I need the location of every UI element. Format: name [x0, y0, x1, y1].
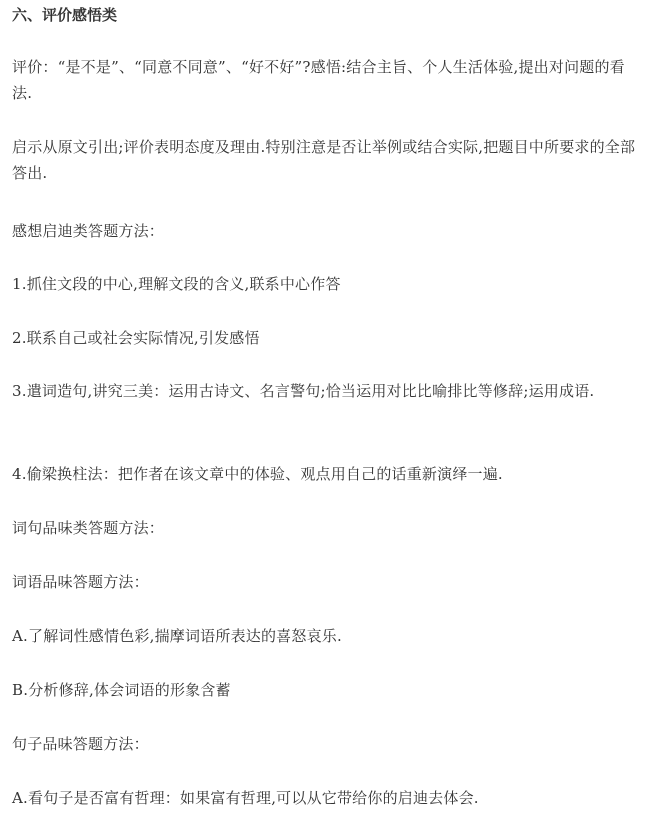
- paragraph-method-1: 1.抓住文段的中心,理解文段的含义,联系中心作答: [12, 275, 341, 293]
- paragraph-method-3: 3.遣词造句,讲究三美：运用古诗文、名言警句;恰当运用对比比喻排比等修辞;运用成语.: [12, 382, 595, 400]
- section-heading: 六、评价感悟类: [12, 6, 118, 24]
- paragraph-word-method-a: A.了解词性感情色彩,揣摩词语所表达的喜怒哀乐.: [12, 627, 342, 645]
- paragraph-method-2: 2.联系自己或社会实际情况,引发感悟: [12, 329, 260, 347]
- paragraph-reflection-methods-title: 感想启迪类答题方法：: [12, 222, 165, 240]
- paragraph-method-4: 4.偷梁换柱法：把作者在该文章中的体验、观点用自己的话重新演绎一遍.: [12, 465, 503, 483]
- paragraph-inspiration-source: 启示从原文引出;评价表明态度及理由.特别注意是否让举例或结合实际,把题目中所要求的全部答出.: [12, 138, 636, 182]
- paragraph-word-methods-title: 词语品味答题方法：: [12, 573, 149, 591]
- paragraph-sentence-methods-title: 句子品味答题方法：: [12, 735, 149, 753]
- paragraph-word-method-b: B.分析修辞,体会词语的形象含蓄: [12, 681, 231, 699]
- paragraph-evaluation-definition: 评价：“是不是”、“同意不同意”、“好不好”?感悟:结合主旨、个人生活体验,提出对问题的看法.: [12, 58, 625, 102]
- paragraph-sentence-method-a: A.看句子是否富有哲理：如果富有哲理,可以从它带给你的启迪去体会.: [12, 789, 479, 807]
- paragraph-phrase-methods-title: 词句品味类答题方法：: [12, 519, 165, 537]
